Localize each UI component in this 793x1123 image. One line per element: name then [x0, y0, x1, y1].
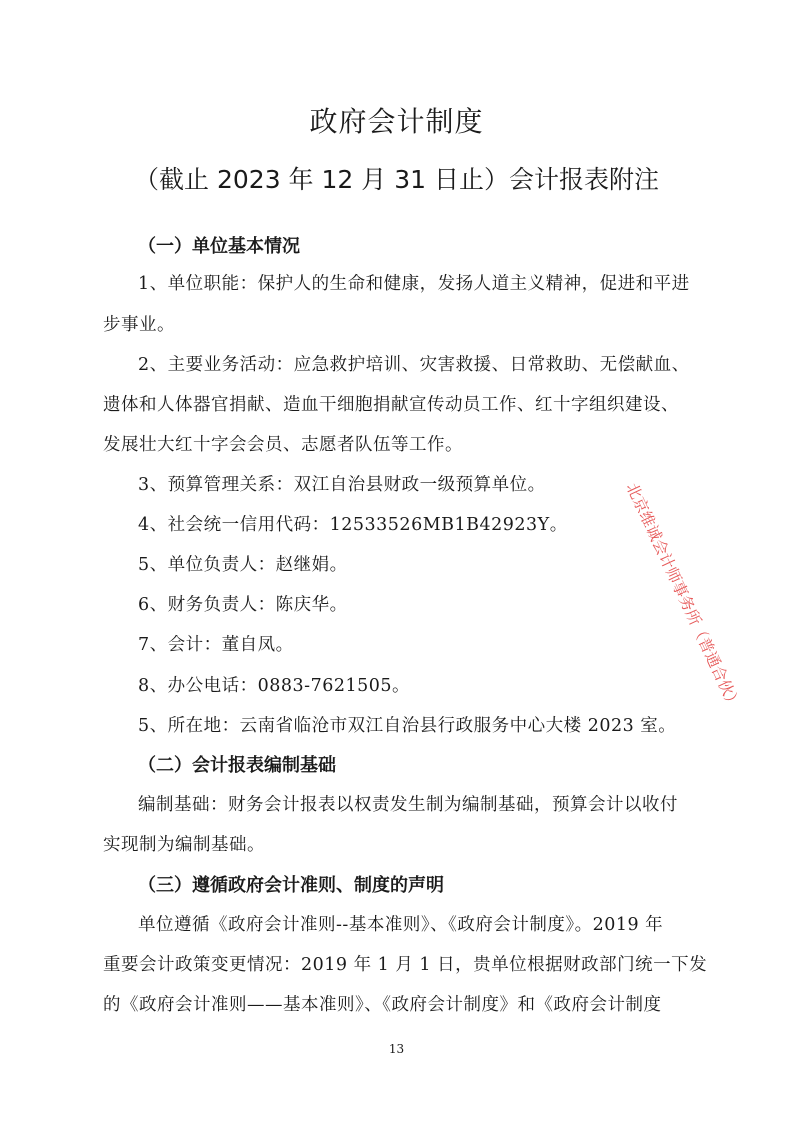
item2-line1: 2、主要业务活动：应急救护培训、灾害救援、日常救助、无偿献血、	[138, 355, 690, 375]
item9: 5、所在地：云南省临沧市双江自治县行政服务中心大楼 2023 室。	[138, 716, 677, 736]
section2-line2: 实现制为编制基础。	[103, 835, 265, 855]
item1-line1: 1、单位职能：保护人的生命和健康，发扬人道主义精神，促进和平进	[138, 274, 690, 294]
document-title: 政府会计制度	[309, 105, 484, 138]
section3-line2: 重要会计政策变更情况：2019 年 1 月 1 日，贵单位根据财政部门统一下发	[103, 955, 708, 975]
item4: 4、社会统一信用代码：12533526MB1B42923Y。	[138, 515, 568, 535]
item8: 8、办公电话：0883-7621505。	[138, 676, 411, 696]
item6: 6、财务负责人：陈庆华。	[138, 595, 348, 615]
document-subtitle: （截止 2023 年 12 月 31 日止）会计报表附注	[134, 165, 659, 194]
section3-line3: 的《政府会计准则——基本准则》、《政府会计制度》和《政府会计制度	[103, 995, 662, 1015]
item3: 3、预算管理关系：双江自治县财政一级预算单位。	[138, 475, 546, 495]
section1-heading: （一）单位基本情况	[138, 236, 300, 257]
section3-line1: 单位遵循《政府会计准则--基本准则》、《政府会计制度》。2019 年	[138, 915, 664, 935]
item5: 5、单位负责人：赵继娟。	[138, 555, 348, 575]
section3-heading: （三）遵循政府会计准则、制度的声明	[138, 875, 444, 896]
page-number: 13	[388, 1042, 405, 1056]
firm-stamp: 北京维诚会计师事务所（普通合伙）	[622, 480, 744, 713]
section2-heading: （二）会计报表编制基础	[138, 755, 336, 776]
item2-line3: 发展壮大红十字会会员、志愿者队伍等工作。	[103, 435, 463, 455]
item1-line2: 步事业。	[103, 315, 175, 335]
section2-line1: 编制基础：财务会计报表以权责发生制为编制基础，预算会计以收付	[138, 795, 678, 815]
item7: 7、会计：董自凤。	[138, 635, 294, 655]
item2-line2: 遗体和人体器官捐献、造血干细胞捐献宣传动员工作、红十字组织建设、	[103, 395, 679, 415]
